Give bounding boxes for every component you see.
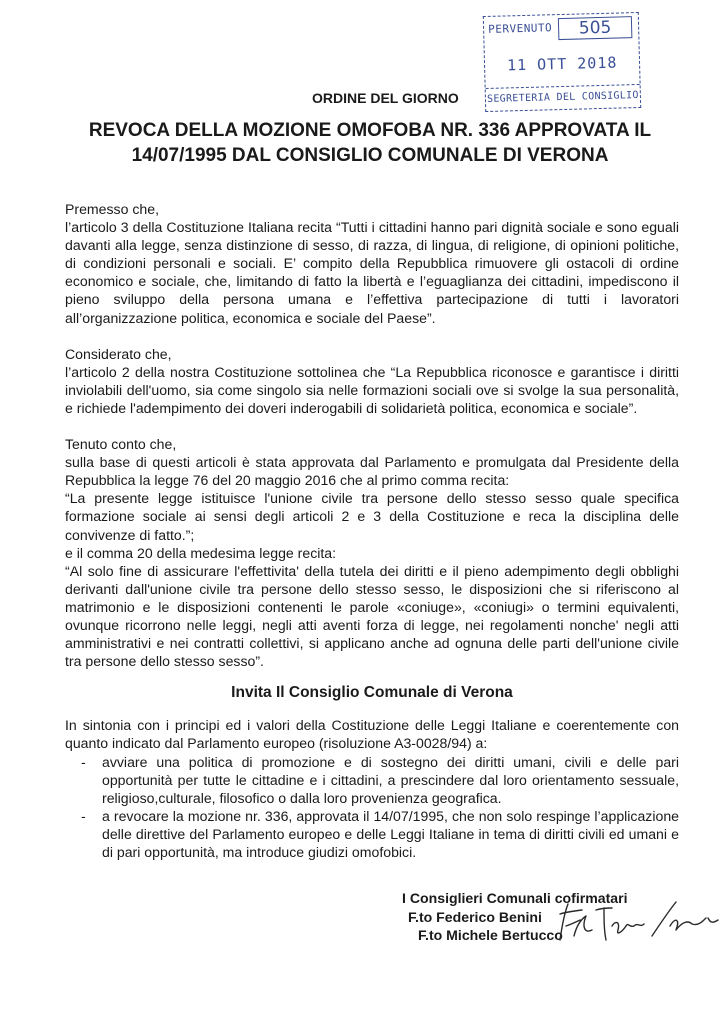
- premesso-label: Premesso che,: [65, 201, 159, 217]
- document-title: [60, 118, 680, 168]
- quote-first-comma: “La presente legge istituisce l'unione civile tra persone dello stesso sesso quale specifica formazione sociale ai sensi degli articoli 2 e 3 della Costituzione e reca la disciplina delle convivenze di fatto.”;: [65, 490, 679, 543]
- premesso-paragraph: l’articolo 3 della Costituzione Italiana recita “Tutti i cittadini hanno pari dignità sociale e sono eguali davanti alla legge, senza distinzione di sesso, di razza, di lingua, di religione, di opinioni politiche, di condizioni personali e sociali. E’ compito della Repubblica rimuovere gli ostacoli di ordine economico e sociale, che, limitando di fatto la libertà e l’eguaglianza dei cittadini, impediscono il pieno sviluppo della persona umana e l’effettiva partecipazione di tutti i lavoratori all’organizzazione politica, economica e sociale del Paese”.: [65, 219, 679, 326]
- list-item: - a revocare la mozione nr. 336, approvata il 14/07/1995, che non solo respinge l’applicazione delle direttive del Parlamento europeo e delle Leggi Italiane in tema di diritti civili ed umani e di pari opportunità, ma introduce giudizi omofobici.: [65, 807, 679, 861]
- stamp-office: SEGRETERIA DEL CONSIGLIO: [486, 84, 641, 111]
- signature-stroke-bertucco: [596, 902, 718, 940]
- title-line-1: REVOCA DELLA MOZIONE OMOFOBA NR. 336 APPROVATA IL: [88, 120, 652, 141]
- sintonia-paragraph: In sintonia con i principi ed i valori della Costituzione delle Leggi Italiane e coerentemente con quanto indicato dal Parlamento europeo (risoluzione A3-0028/94) a:: [65, 717, 679, 752]
- received-stamp: [483, 12, 641, 112]
- tenuto-paragraph: sulla base di questi articoli è stata approvata dal Parlamento e promulgata dal Presidente della Repubblica la legge 76 del 20 maggio 2016 che al primo comma recita:: [65, 454, 679, 489]
- comma-20-intro: e il comma 20 della medesima legge recita:: [65, 544, 337, 561]
- signers-heading: I Consiglieri Comunali cofirmatari: [402, 890, 628, 906]
- list-item: - avviare una politica di promozione e di sostegno dei diritti umani, civili e delle pari opportunità per tutte le cittadine e i cittadini, a prescindere dal loro orientamento sessuale, religioso,culturale, filosofico o dalla loro provenienza geografica.: [65, 753, 679, 807]
- stamp-number: 505: [558, 16, 633, 40]
- considerato-paragraph: l’articolo 2 della nostra Costituzione sottolinea che “La Repubblica riconosce e garantisce i diritti inviolabili dell'uomo, sia come singolo sia nelle formazioni sociali ove si svolge la sua personalità, e richiede l'adempimento dei doveri inderogabili di solidarietà politica, economica e sociale”.: [65, 363, 679, 416]
- considerato-label: Considerato che,: [65, 345, 172, 362]
- signer-benini: F.to Federico Benini: [408, 908, 542, 925]
- invita-heading: Invita Il Consiglio Comunale di Verona: [231, 684, 513, 702]
- signature-stroke-benini: [560, 904, 592, 940]
- handwritten-signatures: [552, 896, 722, 948]
- stamp-date: 11 OTT 2018: [506, 53, 618, 75]
- stamp-label: PERVENUTO: [487, 21, 553, 36]
- title-line-2: 14/07/1995 DAL CONSIGLIO COMUNALE DI VERONA: [131, 145, 609, 166]
- quote-comma-20: “Al solo fine di assicurare l'effettivita' della tutela dei diritti e il pieno adempimento degli obblighi derivanti dall'unione civile tra persone dello stesso sesso, le disposizioni che si riferiscono al matrimonio e le disposizioni contenenti le parole «coniuge», «coniugi» o termini equivalenti, ovunque ricorrono nelle leggi, negli atti aventi forza di legge, nei regolamenti nonche' negli atti amministrativi e nei contratti collettivi, si applicano anche ad ognuna delle parti dell'unione civile tra persone dello stesso sesso”.: [65, 562, 679, 670]
- request-list: [65, 753, 679, 862]
- tenuto-label: Tenuto conto che,: [65, 436, 177, 453]
- document-body: [65, 200, 679, 861]
- ordine-del-giorno-label: ORDINE DEL GIORNO: [312, 90, 459, 106]
- signer-bertucco: F.to Michele Bertucco: [418, 927, 563, 943]
